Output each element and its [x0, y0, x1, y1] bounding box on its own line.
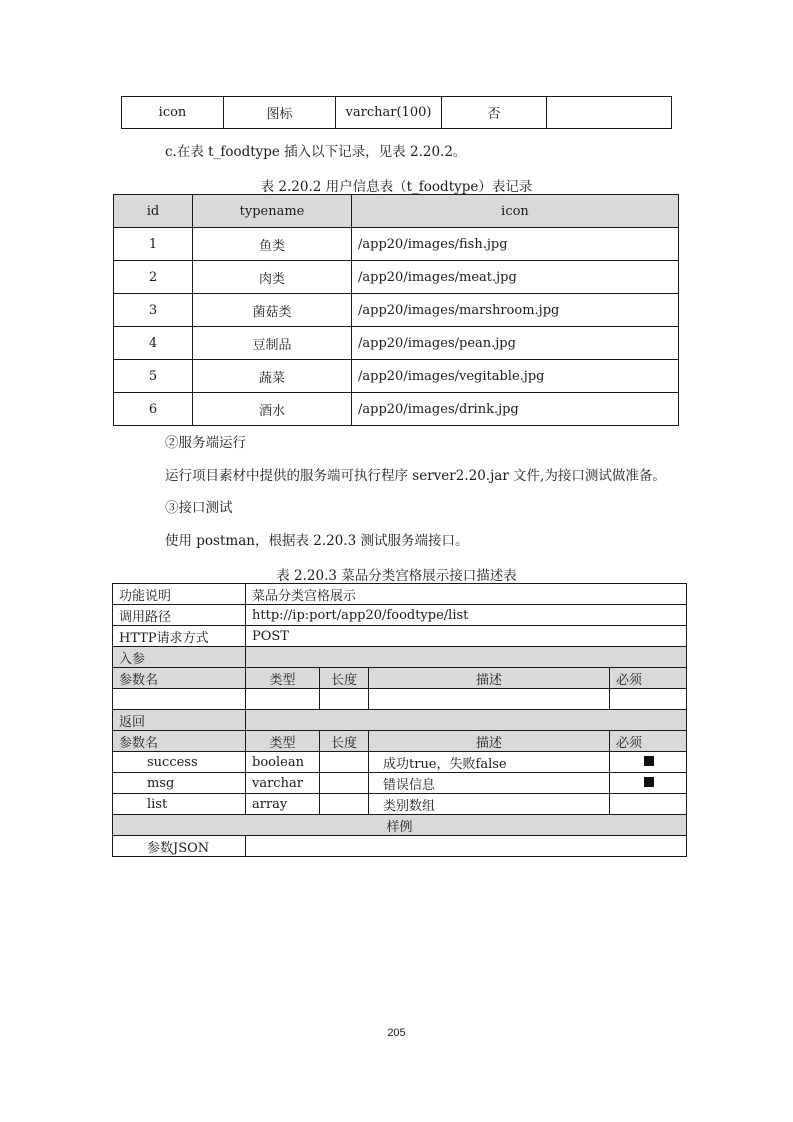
section-filler: [246, 710, 687, 731]
column-header: 描述: [369, 731, 610, 752]
table-cell: [246, 689, 320, 710]
table-row: [113, 836, 687, 857]
param-length: [320, 752, 369, 773]
func-value: 菜品分类宫格展示: [246, 584, 687, 605]
method-label: HTTP请求方式: [113, 626, 246, 647]
param-type: varchar: [246, 773, 320, 794]
table-cell: /app20/images/meat.jpg: [352, 261, 679, 294]
column-header: 参数名: [113, 731, 246, 752]
table-row: [113, 794, 687, 815]
table-row: [113, 584, 687, 605]
table-cell: [369, 689, 610, 710]
table-caption-2-20-2: 表 2.20.2 用户信息表（t_foodtype）表记录: [260, 179, 533, 195]
json-label: 参数JSON: [113, 836, 246, 857]
table-cell: 3: [114, 294, 193, 327]
api-description-table: [112, 583, 687, 857]
table-row: [114, 261, 679, 294]
param-required: [610, 794, 687, 815]
table-cell: 否: [442, 97, 547, 129]
param-name: success: [113, 752, 246, 773]
table-cell: [610, 689, 687, 710]
table-cell: 1: [114, 228, 193, 261]
method-value: POST: [246, 626, 687, 647]
table-cell: /app20/images/marshroom.jpg: [352, 294, 679, 327]
input-section-label: 入参: [113, 647, 246, 668]
param-desc: 类别数组: [369, 794, 610, 815]
column-header: 必须: [610, 668, 687, 689]
param-desc: 错误信息: [369, 773, 610, 794]
param-name: msg: [113, 773, 246, 794]
return-section-label: 返回: [113, 710, 246, 731]
paragraph-interface-test: 使用 postman，根据表 2.20.3 测试服务端接口。: [165, 533, 469, 549]
heading-interface-test: ③接口测试: [165, 500, 233, 516]
section-filler: [246, 647, 687, 668]
table-header-row: [114, 195, 679, 228]
column-header: 必须: [610, 731, 687, 752]
required-square-icon: [644, 756, 654, 766]
table-row: [114, 294, 679, 327]
column-header: 类型: [246, 731, 320, 752]
table-row: [114, 360, 679, 393]
param-length: [320, 794, 369, 815]
column-header: 长度: [320, 731, 369, 752]
table-header-row: [113, 668, 687, 689]
column-header: icon: [352, 195, 679, 228]
table-cell: 4: [114, 327, 193, 360]
table-cell: 6: [114, 393, 193, 426]
field-table-fragment: [121, 96, 672, 129]
table-cell: [547, 97, 672, 129]
param-required: [610, 773, 687, 794]
param-desc: 成功true，失败false: [369, 752, 610, 773]
table-cell: 酒水: [193, 393, 352, 426]
column-header: id: [114, 195, 193, 228]
table-row: [113, 626, 687, 647]
json-value: [246, 836, 687, 857]
param-length: [320, 773, 369, 794]
table-cell: 豆制品: [193, 327, 352, 360]
table-cell: /app20/images/vegitable.jpg: [352, 360, 679, 393]
example-section-label: 样例: [113, 815, 687, 836]
param-required: [610, 752, 687, 773]
table-cell: 菌菇类: [193, 294, 352, 327]
table-caption-2-20-3: 表 2.20.3 菜品分类宫格展示接口描述表: [276, 568, 517, 584]
table-header-row: [113, 731, 687, 752]
column-header: 类型: [246, 668, 320, 689]
table-cell: 2: [114, 261, 193, 294]
column-header: 描述: [369, 668, 610, 689]
table-row: [113, 605, 687, 626]
table-row: [113, 773, 687, 794]
table-row: [114, 327, 679, 360]
func-label: 功能说明: [113, 584, 246, 605]
table-cell: 蔬菜: [193, 360, 352, 393]
param-name: list: [113, 794, 246, 815]
table-cell: /app20/images/pean.jpg: [352, 327, 679, 360]
table-section-row: [113, 815, 687, 836]
required-square-icon: [644, 777, 654, 787]
paragraph-insert-records: c.在表 t_foodtype 插入以下记录，见表 2.20.2。: [165, 144, 467, 160]
table-row: [113, 689, 687, 710]
table-row: [113, 752, 687, 773]
param-type: boolean: [246, 752, 320, 773]
table-row: [122, 97, 672, 129]
table-cell: [320, 689, 369, 710]
table-cell: 鱼类: [193, 228, 352, 261]
table-cell: varchar(100): [336, 97, 442, 129]
table-cell: 5: [114, 360, 193, 393]
param-type: array: [246, 794, 320, 815]
table-cell: icon: [122, 97, 224, 129]
table-section-row: [113, 647, 687, 668]
table-cell: 肉类: [193, 261, 352, 294]
foodtype-records-table: [113, 194, 679, 426]
column-header: 参数名: [113, 668, 246, 689]
page-number: 205: [387, 1027, 406, 1039]
path-value: http://ip:port/app20/foodtype/list: [246, 605, 687, 626]
table-row: [114, 228, 679, 261]
heading-server-run: ②服务端运行: [165, 435, 246, 451]
table-cell: [113, 689, 246, 710]
paragraph-server-run: 运行项目素材中提供的服务端可执行程序 server2.20.jar 文件,为接口测试做准备。: [165, 468, 666, 484]
column-header: 长度: [320, 668, 369, 689]
table-cell: /app20/images/fish.jpg: [352, 228, 679, 261]
table-cell: 图标: [224, 97, 336, 129]
table-cell: /app20/images/drink.jpg: [352, 393, 679, 426]
column-header: typename: [193, 195, 352, 228]
table-section-row: [113, 710, 687, 731]
table-row: [114, 393, 679, 426]
path-label: 调用路径: [113, 605, 246, 626]
